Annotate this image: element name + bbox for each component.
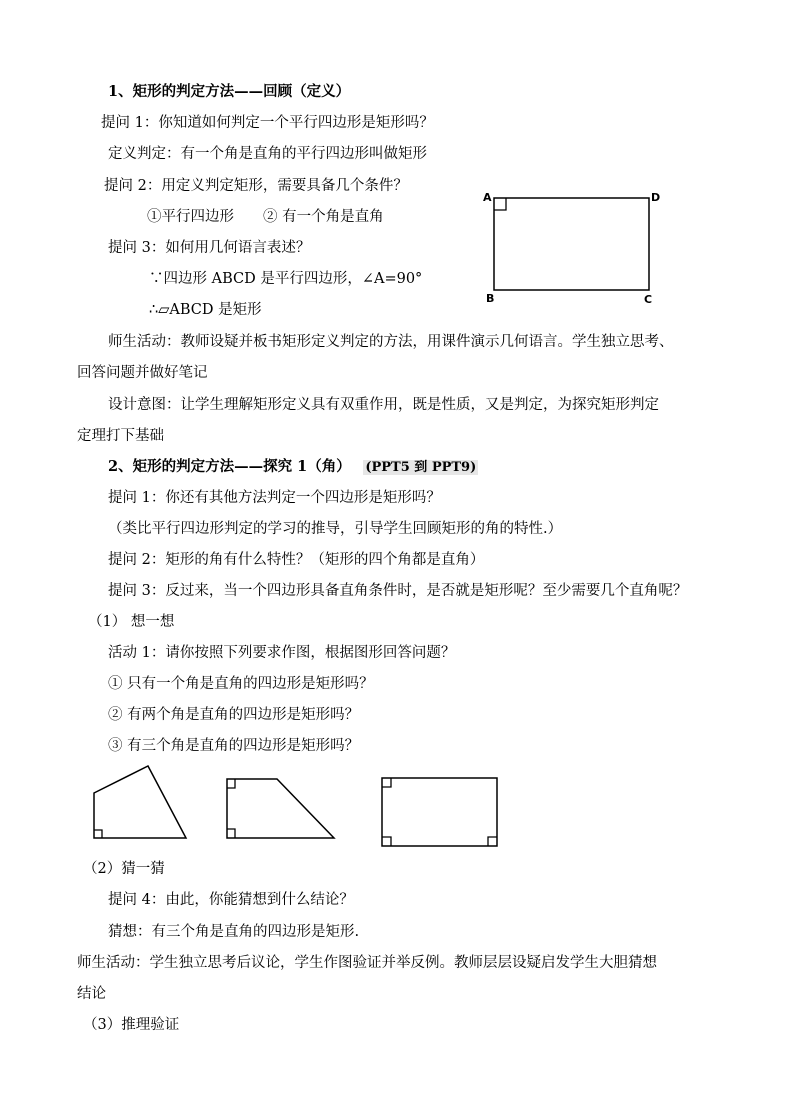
- rectangle-abcd-figure: [480, 188, 680, 308]
- vertex-label-b: B: [486, 292, 495, 305]
- vertex-label-c: C: [644, 293, 653, 306]
- question-4: 提问 4：由此，你能猜想到什么结论？: [108, 892, 354, 908]
- section2-question-3: 提问 3：反过来，当一个四边形具备直角条件时，是否就是矩形呢？至少需要几个直角呢？: [108, 583, 688, 599]
- section2-question-1: 提问 1：你还有其他方法判定一个四边形是矩形吗？: [108, 490, 441, 506]
- design-intent: 设计意图：让学生理解矩形定义具有双重作用，既是性质，又是判定，为探究矩形判定: [108, 397, 659, 413]
- question-3: 提问 3：如何用几何语言表述？: [108, 240, 311, 256]
- section2-heading-row: [108, 457, 478, 478]
- guess-subheading: （2）猜一猜: [83, 861, 165, 877]
- think-subheading: （1） 想一想: [88, 614, 175, 630]
- vertex-label-d: D: [651, 191, 661, 204]
- activity-1-text: 活动 1：请你按照下列要求作图，根据图形回答问题？: [108, 645, 456, 661]
- teacher-activity-2: 师生活动：学生独立思考后议论，学生作图验证并举反例。教师层层设疑启发学生大胆猜想: [77, 955, 657, 971]
- section2-note: （类比平行四边形判定的学习的推导，引导学生回顾矩形的角的特性.）: [108, 521, 563, 537]
- proof-subheading: （3）推理验证: [83, 1017, 180, 1033]
- trapezoid-two-right-angles-figure: [222, 775, 342, 845]
- vertex-label-a: A: [483, 191, 492, 204]
- question-1: 提问 1：你知道如何判定一个平行四边形是矩形吗？: [101, 115, 434, 131]
- design-intent-cont: 定理打下基础: [77, 428, 164, 444]
- section1-heading: 1、矩形的判定方法——回顾（定义）: [108, 83, 351, 100]
- list-item-2: ② 有两个角是直角的四边形是矩形吗？: [108, 707, 360, 723]
- quadrilateral-one-right-angle-figure: [88, 763, 198, 843]
- conjecture-text: 猜想：有三个角是直角的四边形是矩形.: [108, 924, 360, 940]
- conditions-text: ①平行四边形 ② 有一个角是直角: [147, 209, 384, 225]
- section2-question-2: 提问 2：矩形的角有什么特性？（矩形的四个角都是直角）: [108, 552, 485, 568]
- because-statement: ∵四边形 ABCD 是平行四边形，∠A=90°: [149, 271, 423, 287]
- teacher-activity-1-cont: 回答问题并做好笔记: [77, 365, 208, 381]
- quadrilateral-three-right-angles-figure: [378, 774, 503, 849]
- therefore-statement: ∴▱ABCD 是矩形: [149, 302, 262, 318]
- question-2: 提问 2：用定义判定矩形，需要具备几个条件？: [104, 178, 408, 194]
- list-item-1: ① 只有一个角是直角的四边形是矩形吗？: [108, 676, 374, 692]
- teacher-activity-2-cont: 结论: [77, 986, 106, 1002]
- definition-text: 定义判定：有一个角是直角的平行四边形叫做矩形: [108, 146, 427, 162]
- teacher-activity-1: 师生活动：教师设疑并板书矩形定义判定的方法，用课件演示几何语言。学生独立思考、: [108, 334, 674, 350]
- list-item-3: ③ 有三个角是直角的四边形是矩形吗？: [108, 738, 360, 754]
- section2-heading: 2、矩形的判定方法——探究 1（角）: [108, 458, 351, 475]
- ppt-range-tag: (PPT5 到 PPT9): [365, 460, 477, 475]
